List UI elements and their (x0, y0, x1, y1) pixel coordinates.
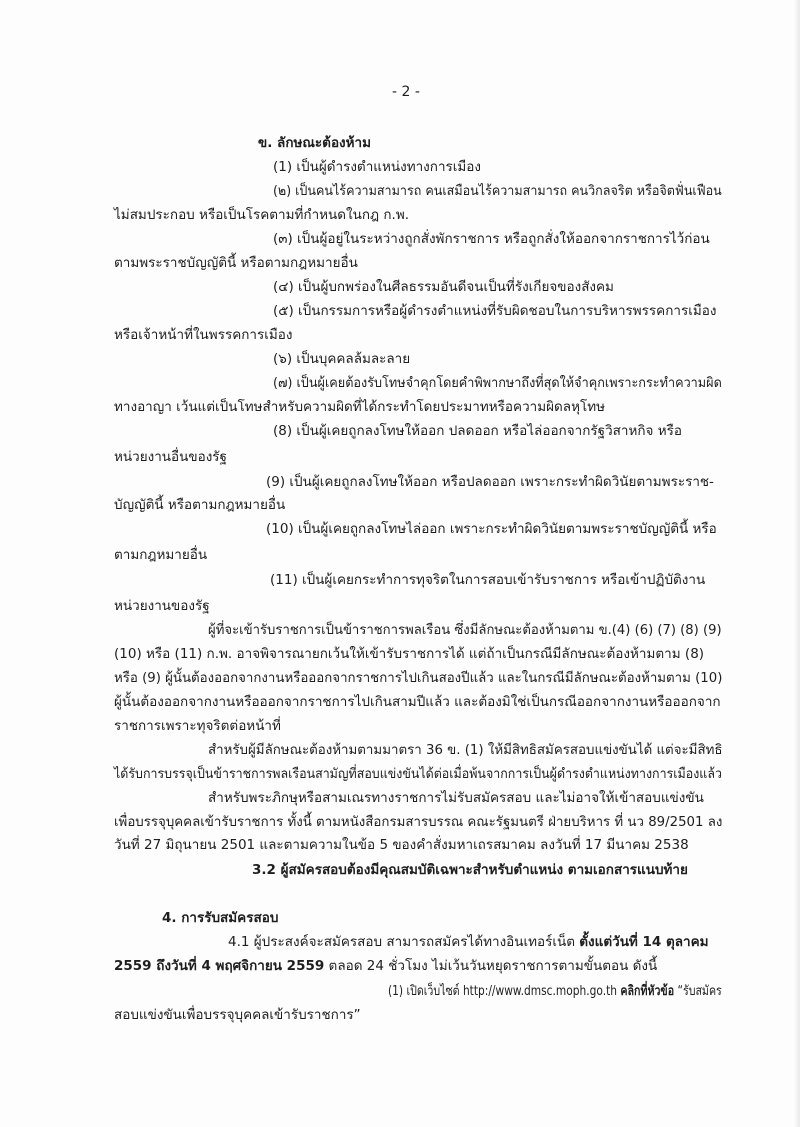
para-exemption-line-5: ราชการเพราะทุจริตต่อหน้าที่ (114, 718, 281, 734)
section-4-1-end-date: 2559 ถึงวันที่ 4 พฤศจิกายน 2559 (114, 958, 325, 974)
item-8-line-2: หน่วยงานอื่นของรัฐ (114, 449, 227, 465)
item-9-line-2: บัญญัตินี้ หรือตามกฎหมายอื่น (114, 497, 286, 513)
para-exemption-line-1: ผู้ที่จะเข้ารับราชการเป็นข้าราชการพลเรือน ซึ่งมีลักษณะต้องห้ามตาม ข.(4) (6) (7) (8) (9) (208, 622, 722, 638)
item-10-line-2: ตามกฎหมายอื่น (114, 547, 208, 563)
para-monk-line-1: สำหรับพระภิกษุหรือสามเณรทางราชการไม่รับสมัครสอบ และไม่อาจให้เข้าสอบแข่งขัน (208, 790, 704, 806)
item-5-line-2: หรือเจ้าหน้าที่ในพรรคการเมือง (114, 327, 293, 343)
para-political-line-1: สำหรับผู้มีลักษณะต้องห้ามตามมาตรา 36 ข. (1) ให้มีสิทธิสมัครสอบแข่งขันได้ แต่จะมีสิทธิ (208, 742, 723, 758)
item-3-line-1: (๓) เป็นผู้อยู่ในระหว่างถูกสั่งพักราชการ หรือถูกสั่งให้ออกจากราชการไว้ก่อน (273, 231, 710, 247)
item-11-line-2: หน่วยงานของรัฐ (114, 598, 210, 614)
para-monk-line-3: วันที่ 27 มิถุนายน 2501 และตามความในข้อ 5 ของคำสั่งมหาเถรสมาคม ลงวันที่ 17 มีนาคม 2538 (114, 837, 689, 853)
section-4-1-start-date: ตั้งแต่วันที่ 14 ตุลาคม (579, 934, 709, 950)
section-3-2: 3.2 ผู้สมัครสอบต้องมีคุณสมบัติเฉพาะสำหรับตำแหน่ง ตามเอกสารแนบท้าย (252, 862, 688, 878)
step-1-line-2: สอบแข่งขันเพื่อบรรจุบุคคลเข้ารับราชการ” (114, 1007, 361, 1023)
item-5-line-1: (๕) เป็นกรรมการหรือผู้ดำรงตำแหน่งที่รับผิดชอบในการบริหารพรรคการเมือง (273, 303, 717, 319)
section-4-title: 4. การรับสมัครสอบ (162, 910, 279, 926)
item-10-line-1: (10) เป็นผู้เคยถูกลงโทษไล่ออก เพราะกระทำผิดวินัยตามพระราชบัญญัตินี้ หรือ (266, 521, 717, 537)
section-b-title: ข. ลักษณะต้องห้าม (258, 135, 372, 151)
item-11-line-1: (11) เป็นผู้เคยกระทำการทุจริตในการสอบเข้ารับราชการ หรือเข้าปฏิบัติงาน (270, 572, 706, 588)
step-1-click: คลิกที่หัวข้อ (620, 983, 675, 999)
para-exemption-line-3: หรือ (9) ผู้นั้นต้องออกจากงานหรือออกจากราชการไปเกินสองปีแล้ว และในกรณีมีลักษณะต้องห้ามตาม (10) (114, 670, 723, 686)
item-6: (๖) เป็นบุคคลล้มละลาย (273, 351, 411, 367)
scan-edge-shadow (794, 0, 800, 1127)
para-exemption-line-4: ผู้นั้นต้องออกจากงานหรือออกจากราชการไปเกินสามปีแล้ว และต้องมิใช่เป็นกรณีออกจากงานหรือออกจาก (114, 694, 721, 710)
item-3-line-2: ตามพระราชบัญญัตินี้ หรือตามกฎหมายอื่น (114, 255, 358, 271)
item-4: (๔) เป็นผู้บกพร่องในศีลธรรมอันดีจนเป็นที่รังเกียจของสังคม (273, 279, 614, 295)
section-4-1-suffix: ตลอด 24 ชั่วโมง ไม่เว้นวันหยุดราชการตามขั้นตอน ดังนี้ (324, 958, 658, 974)
item-2-line-1: (๒) เป็นคนไร้ความสามารถ คนเสมือนไร้ความสามารถ คนวิกลจริต หรือจิตฟั่นเฟือน (273, 183, 722, 199)
section-4-1-line-2 (114, 956, 657, 976)
item-2-line-2: ไม่สมประกอบ หรือเป็นโรคตามที่กำหนดในกฎ ก.พ. (114, 207, 410, 223)
step-1-suffix: “รับสมัคร (674, 983, 722, 999)
page-number: - 2 - (392, 84, 420, 100)
item-7-line-1: (๗) เป็นผู้เคยต้องรับโทษจำคุกโดยคำพิพากษาถึงที่สุดให้จำคุกเพราะกระทำความผิด (273, 375, 722, 391)
item-1: (1) เป็นผู้ดำรงตำแหน่งทางการเมือง (273, 159, 481, 175)
para-political-line-2: ได้รับการบรรจุเป็นข้าราชการพลเรือนสามัญที่สอบแข่งขันได้ต่อเมื่อพ้นจากการเป็นผู้ดำรงตำแหน่งทางการเมืองแล้ว (114, 766, 722, 782)
para-monk-line-2: เพื่อบรรจุบุคคลเข้ารับราชการ ทั้งนี้ ตามหนังสือกรมสารบรรณ คณะรัฐมนตรี ฝ่ายบริหาร ที่ นว 89/2501 ลง (114, 814, 723, 830)
item-7-line-2: ทางอาญา เว้นแต่เป็นโทษสำหรับความผิดที่ได้กระทำโดยประมาทหรือความผิดลหุโทษ (114, 399, 606, 415)
section-4-1-prefix: 4.1 ผู้ประสงค์จะสมัครสอบ สามารถสมัครได้ทางอินเทอร์เน็ต (228, 934, 580, 950)
step-1-line-1 (388, 981, 722, 1001)
item-9-line-1: (9) เป็นผู้เคยถูกลงโทษให้ออก หรือปลดออก เพราะกระทำผิดวินัยตามพระราช- (266, 474, 714, 490)
step-1-prefix: (1) เปิดเว็บไซต์ http://www.dmsc.moph.go.th (388, 983, 621, 999)
section-4-1-line-1 (228, 932, 709, 952)
para-exemption-line-2: (10) หรือ (11) ก.พ. อาจพิจารณายกเว้นให้เข้ารับราชการได้ แต่ถ้าเป็นกรณีมีลักษณะต้องห้ามตาม (8) (114, 646, 705, 662)
item-8-line-1: (8) เป็นผู้เคยถูกลงโทษให้ออก ปลดออก หรือไล่ออกจากรัฐวิสาหกิจ หรือ (273, 423, 683, 439)
